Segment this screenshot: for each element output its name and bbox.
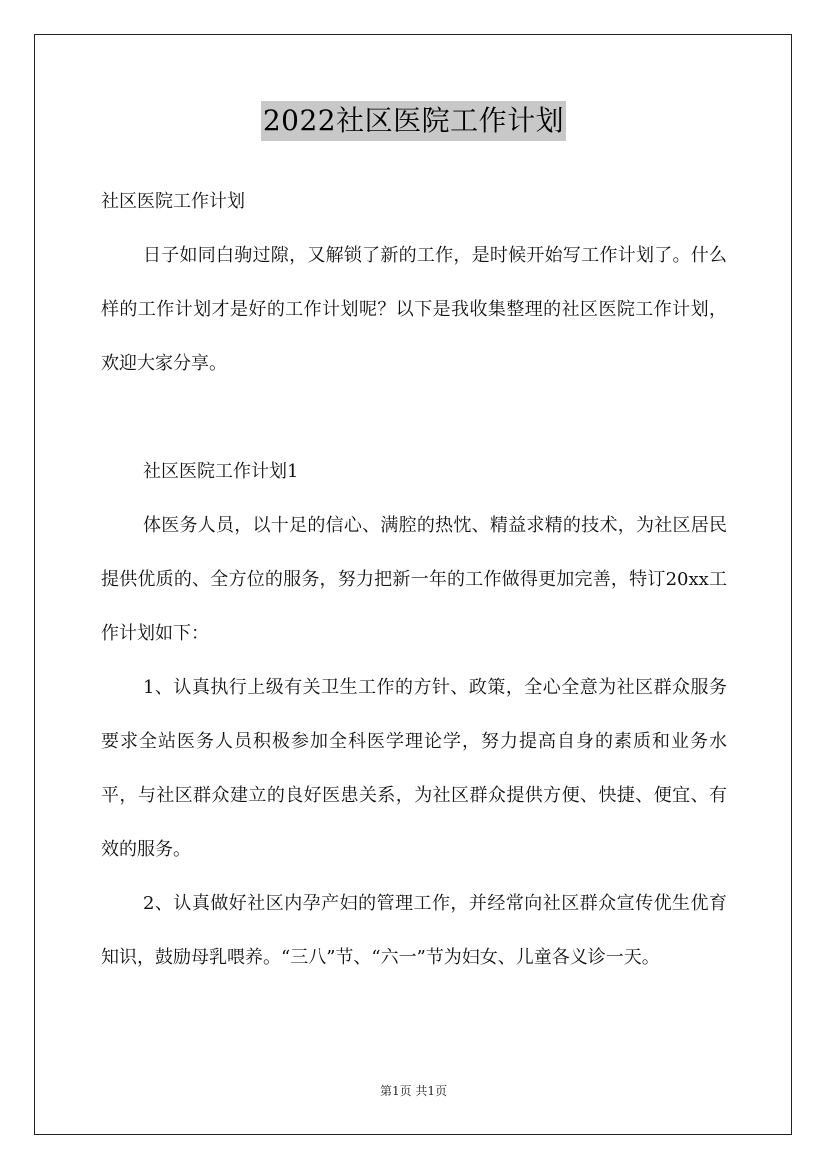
section-paragraph: 体医务人员，以十足的信心、满腔的热忱、精益求精的技术，为社区居民提供优质的、全方位的服务，努力把新一年的工作做得更加完善，特订20xx工作计划如下： xyxy=(101,515,727,644)
section-paragraph: 1、认真执行上级有关卫生工作的方针、政策，全心全意为社区群众服务要求全站医务人员积极参加全科医学理论学，努力提高自身的素质和业务水平，与社区群众建立的良好医患关系，为社区群众提供方便、快捷、便宜、有效的服务。 xyxy=(101,677,727,860)
title-container xyxy=(0,101,827,141)
document-title: 2022社区医院工作计划 xyxy=(261,101,566,141)
section-heading: 社区医院工作计划1 xyxy=(143,461,299,482)
page-number-label: 第1页 共1页 xyxy=(379,1084,448,1098)
intro-paragraph: 日子如同白驹过隙，又解锁了新的工作，是时候开始写工作计划了。什么样的工作计划才是好的工作计划呢？以下是我收集整理的社区医院工作计划，欢迎大家分享。 xyxy=(101,245,727,374)
section-paragraph: 2、认真做好社区内孕产妇的管理工作，并经常向社区群众宣传优生优育知识，鼓励母乳喂养。“三八”节、“六一”节为妇女、儿童各义诊一天。 xyxy=(101,893,727,968)
document-body xyxy=(101,175,727,985)
spacer xyxy=(101,391,727,445)
document-subtitle: 社区医院工作计划 xyxy=(101,191,245,212)
page-footer xyxy=(0,1083,827,1099)
